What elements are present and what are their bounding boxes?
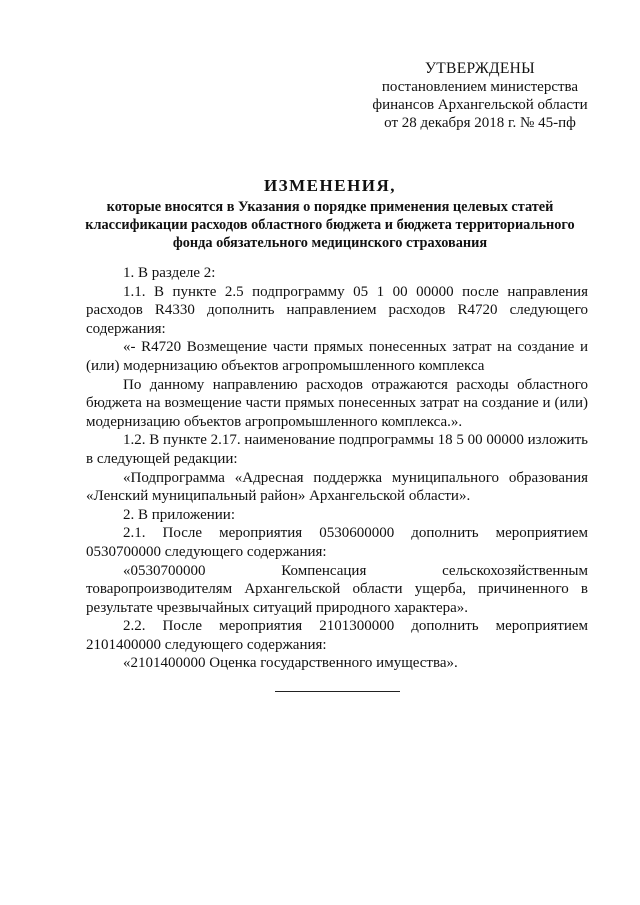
approval-line-2: финансов Архангельской области	[372, 97, 588, 113]
approval-line-1: постановлением министерства	[381, 79, 579, 95]
paragraph-1-1-quote: «- R4720 Возмещение части прямых понесенных затрат на создание и (или) модернизацию объектов агропромышленного комплекса	[86, 339, 588, 374]
paragraph-2-1-quote: «0530700000 Компенсация сельскохозяйственным товаропроизводителям Архангельской области ущерба, причиненного в результате чрезвычайных ситуаций природного характера».	[86, 562, 588, 616]
paragraph-section-1: 1. В разделе 2:	[123, 265, 216, 281]
paragraph-2-2: 2.2. После мероприятия 2101300000 дополнить мероприятием 2101400000 следующего содержания:	[86, 618, 588, 653]
paragraph-2-1: 2.1. После мероприятия 0530600000 дополнить мероприятием 0530700000 следующего содержания:	[86, 525, 588, 560]
approval-stamp	[360, 60, 600, 132]
paragraph-1-2-quote: «Подпрограмма «Адресная поддержка муниципального образования «Ленский муниципальный район» Архангельской области».	[86, 469, 588, 505]
paragraph-1-1: 1.1. В пункте 2.5 подпрограмму 05 1 00 00000 после направления расходов R4330 дополнить направлением расходов R4720 следующего содержания:	[86, 283, 588, 337]
approval-heading: УТВЕРЖДЕНЫ	[425, 60, 535, 77]
paragraph-1-1-description: По данному направлению расходов отражаются расходы областного бюджета на возмещение части прямых понесенных затрат на создание и (или) модернизацию объектов агропромышленного комплекса.».	[86, 376, 588, 430]
approval-line-3: от 28 декабря 2018 г. № 45-пф	[384, 115, 576, 131]
document-title: ИЗМЕНЕНИЯ,	[263, 176, 397, 195]
paragraph-2-2-quote: «2101400000 Оценка государственного имущества».	[123, 655, 458, 672]
document-body	[86, 264, 588, 673]
document-title-block	[70, 176, 590, 252]
document-subtitle: которые вносятся в Указания о порядке применения целевых статей классификации расходов областного бюджета и бюджета территориального фонда обязательного медицинского страхования	[85, 199, 575, 251]
closing-divider-line	[275, 691, 400, 692]
paragraph-1-2: 1.2. В пункте 2.17. наименование подпрограммы 18 5 00 00000 изложить в следующей редакции:	[86, 432, 588, 467]
paragraph-section-2: 2. В приложении:	[123, 506, 235, 523]
